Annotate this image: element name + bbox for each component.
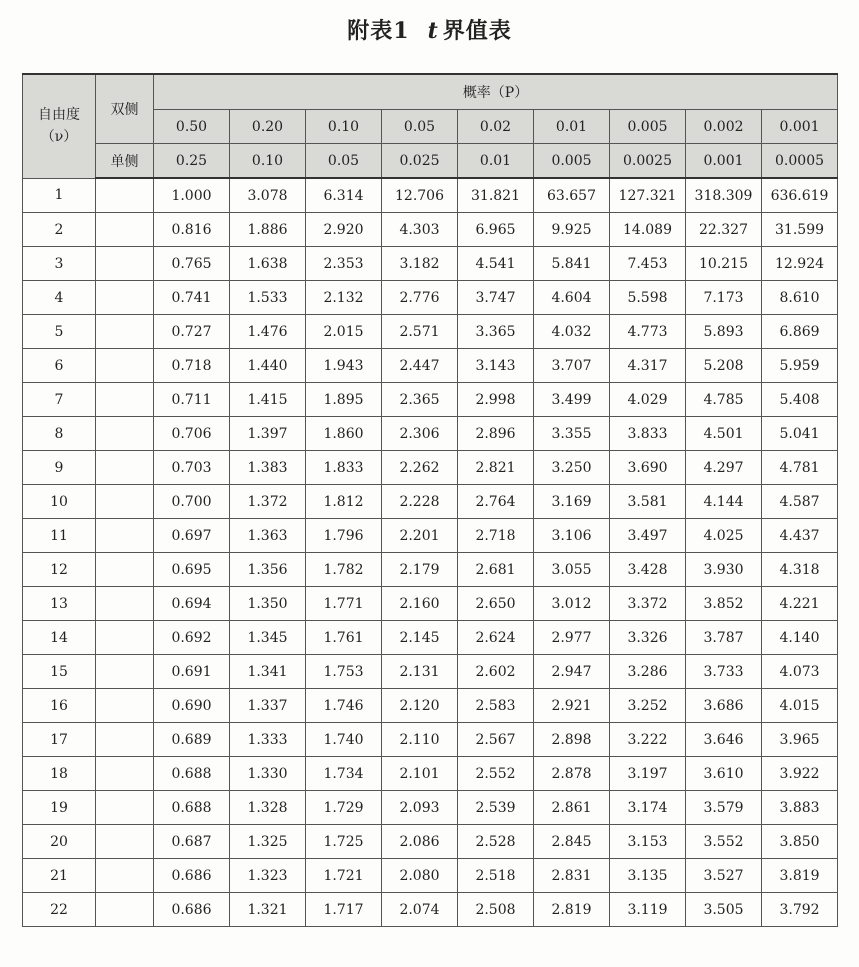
table-row xyxy=(23,451,838,485)
blank-cell xyxy=(96,383,154,417)
critical-value-cell: 3.747 xyxy=(458,281,534,315)
two-sided-p-cell: 0.20 xyxy=(230,110,306,144)
critical-value-cell: 3.326 xyxy=(610,621,686,655)
critical-value-cell: 0.691 xyxy=(154,655,230,689)
critical-value-cell: 4.144 xyxy=(686,485,762,519)
blank-cell xyxy=(96,315,154,349)
table-row xyxy=(23,349,838,383)
critical-value-cell: 4.541 xyxy=(458,247,534,281)
critical-value-cell: 3.965 xyxy=(762,723,838,757)
critical-value-cell: 2.819 xyxy=(534,893,610,927)
table-row xyxy=(23,178,838,213)
blank-cell xyxy=(96,859,154,893)
critical-value-cell: 1.415 xyxy=(230,383,306,417)
critical-value-cell: 2.447 xyxy=(382,349,458,383)
critical-value-cell: 2.160 xyxy=(382,587,458,621)
critical-value-cell: 1.397 xyxy=(230,417,306,451)
critical-value-cell: 1.476 xyxy=(230,315,306,349)
two-sided-p-cell: 0.002 xyxy=(686,110,762,144)
critical-value-cell: 4.604 xyxy=(534,281,610,315)
critical-value-cell: 3.135 xyxy=(610,859,686,893)
df-cell: 15 xyxy=(23,655,96,689)
critical-value-cell: 0.741 xyxy=(154,281,230,315)
critical-value-cell: 3.119 xyxy=(610,893,686,927)
critical-value-cell: 3.497 xyxy=(610,519,686,553)
critical-value-cell: 3.787 xyxy=(686,621,762,655)
critical-value-cell: 1.363 xyxy=(230,519,306,553)
critical-value-cell: 3.922 xyxy=(762,757,838,791)
one-sided-p-cell: 0.005 xyxy=(534,144,610,179)
table-row xyxy=(23,213,838,247)
t-critical-value-table xyxy=(22,73,838,927)
critical-value-cell: 1.345 xyxy=(230,621,306,655)
probability-label: 概率（P） xyxy=(154,74,838,110)
one-sided-p-cell: 0.0005 xyxy=(762,144,838,179)
critical-value-cell: 2.131 xyxy=(382,655,458,689)
critical-value-cell: 5.041 xyxy=(762,417,838,451)
critical-value-cell: 2.132 xyxy=(306,281,382,315)
critical-value-cell: 3.355 xyxy=(534,417,610,451)
critical-value-cell: 1.943 xyxy=(306,349,382,383)
one-sided-p-cell: 0.25 xyxy=(154,144,230,179)
critical-value-cell: 0.686 xyxy=(154,859,230,893)
critical-value-cell: 1.321 xyxy=(230,893,306,927)
blank-cell xyxy=(96,178,154,213)
critical-value-cell: 1.886 xyxy=(230,213,306,247)
one-sided-p-cell: 0.10 xyxy=(230,144,306,179)
critical-value-cell: 3.372 xyxy=(610,587,686,621)
critical-value-cell: 1.746 xyxy=(306,689,382,723)
critical-value-cell: 2.201 xyxy=(382,519,458,553)
critical-value-cell: 3.153 xyxy=(610,825,686,859)
title-t-symbol: t xyxy=(427,18,439,44)
critical-value-cell: 2.898 xyxy=(534,723,610,757)
critical-value-cell: 2.539 xyxy=(458,791,534,825)
critical-value-cell: 2.977 xyxy=(534,621,610,655)
critical-value-cell: 0.686 xyxy=(154,893,230,927)
critical-value-cell: 1.440 xyxy=(230,349,306,383)
critical-value-cell: 2.101 xyxy=(382,757,458,791)
blank-cell xyxy=(96,349,154,383)
critical-value-cell: 1.860 xyxy=(306,417,382,451)
critical-value-cell: 3.078 xyxy=(230,178,306,213)
critical-value-cell: 3.579 xyxy=(686,791,762,825)
critical-value-cell: 0.706 xyxy=(154,417,230,451)
df-symbol: （ν） xyxy=(40,129,78,146)
critical-value-cell: 2.015 xyxy=(306,315,382,349)
one-sided-p-cell: 0.01 xyxy=(458,144,534,179)
blank-cell xyxy=(96,723,154,757)
critical-value-cell: 3.055 xyxy=(534,553,610,587)
critical-value-cell: 3.733 xyxy=(686,655,762,689)
two-sided-p-cell: 0.001 xyxy=(762,110,838,144)
critical-value-cell: 4.587 xyxy=(762,485,838,519)
df-cell: 11 xyxy=(23,519,96,553)
critical-value-cell: 2.821 xyxy=(458,451,534,485)
table-row xyxy=(23,281,838,315)
blank-cell xyxy=(96,791,154,825)
df-cell: 16 xyxy=(23,689,96,723)
critical-value-cell: 3.930 xyxy=(686,553,762,587)
critical-value-cell: 2.074 xyxy=(382,893,458,927)
critical-value-cell: 1.383 xyxy=(230,451,306,485)
critical-value-cell: 2.552 xyxy=(458,757,534,791)
critical-value-cell: 3.883 xyxy=(762,791,838,825)
critical-value-cell: 1.761 xyxy=(306,621,382,655)
blank-cell xyxy=(96,621,154,655)
critical-value-cell: 1.717 xyxy=(306,893,382,927)
critical-value-cell: 2.583 xyxy=(458,689,534,723)
critical-value-cell: 12.706 xyxy=(382,178,458,213)
critical-value-cell: 3.690 xyxy=(610,451,686,485)
two-sided-p-cell: 0.05 xyxy=(382,110,458,144)
critical-value-cell: 0.690 xyxy=(154,689,230,723)
critical-value-cell: 2.567 xyxy=(458,723,534,757)
critical-value-cell: 2.624 xyxy=(458,621,534,655)
critical-value-cell: 4.029 xyxy=(610,383,686,417)
critical-value-cell: 318.309 xyxy=(686,178,762,213)
critical-value-cell: 3.197 xyxy=(610,757,686,791)
df-cell: 6 xyxy=(23,349,96,383)
critical-value-cell: 0.727 xyxy=(154,315,230,349)
critical-value-cell: 6.869 xyxy=(762,315,838,349)
df-cell: 3 xyxy=(23,247,96,281)
table-row xyxy=(23,893,838,927)
critical-value-cell: 4.303 xyxy=(382,213,458,247)
critical-value-cell: 2.571 xyxy=(382,315,458,349)
critical-value-cell: 1.325 xyxy=(230,825,306,859)
critical-value-cell: 1.740 xyxy=(306,723,382,757)
df-cell: 17 xyxy=(23,723,96,757)
critical-value-cell: 1.833 xyxy=(306,451,382,485)
table-row xyxy=(23,791,838,825)
critical-value-cell: 0.688 xyxy=(154,791,230,825)
critical-value-cell: 1.372 xyxy=(230,485,306,519)
df-cell: 19 xyxy=(23,791,96,825)
critical-value-cell: 3.819 xyxy=(762,859,838,893)
critical-value-cell: 3.169 xyxy=(534,485,610,519)
critical-value-cell: 2.764 xyxy=(458,485,534,519)
table-row xyxy=(23,825,838,859)
critical-value-cell: 8.610 xyxy=(762,281,838,315)
table-row xyxy=(23,757,838,791)
critical-value-cell: 2.365 xyxy=(382,383,458,417)
blank-cell xyxy=(96,757,154,791)
table-row xyxy=(23,655,838,689)
critical-value-cell: 636.619 xyxy=(762,178,838,213)
table-row xyxy=(23,689,838,723)
critical-value-cell: 0.688 xyxy=(154,757,230,791)
critical-value-cell: 3.833 xyxy=(610,417,686,451)
blank-cell xyxy=(96,689,154,723)
critical-value-cell: 1.771 xyxy=(306,587,382,621)
table-row xyxy=(23,247,838,281)
critical-value-cell: 0.703 xyxy=(154,451,230,485)
critical-value-cell: 4.773 xyxy=(610,315,686,349)
critical-value-cell: 3.428 xyxy=(610,553,686,587)
two-sided-p-cell: 0.02 xyxy=(458,110,534,144)
critical-value-cell: 1.638 xyxy=(230,247,306,281)
critical-value-cell: 2.718 xyxy=(458,519,534,553)
critical-value-cell: 0.718 xyxy=(154,349,230,383)
critical-value-cell: 3.707 xyxy=(534,349,610,383)
critical-value-cell: 2.086 xyxy=(382,825,458,859)
critical-value-cell: 4.318 xyxy=(762,553,838,587)
df-cell: 21 xyxy=(23,859,96,893)
critical-value-cell: 2.080 xyxy=(382,859,458,893)
critical-value-cell: 0.694 xyxy=(154,587,230,621)
critical-value-cell: 1.895 xyxy=(306,383,382,417)
critical-value-cell: 2.528 xyxy=(458,825,534,859)
critical-value-cell: 2.845 xyxy=(534,825,610,859)
critical-value-cell: 1.729 xyxy=(306,791,382,825)
critical-value-cell: 12.924 xyxy=(762,247,838,281)
critical-value-cell: 1.328 xyxy=(230,791,306,825)
critical-value-cell: 3.106 xyxy=(534,519,610,553)
critical-value-cell: 1.734 xyxy=(306,757,382,791)
critical-value-cell: 1.721 xyxy=(306,859,382,893)
one-sided-label: 单侧 xyxy=(96,144,154,179)
critical-value-cell: 9.925 xyxy=(534,213,610,247)
critical-value-cell: 5.959 xyxy=(762,349,838,383)
critical-value-cell: 3.552 xyxy=(686,825,762,859)
table-row xyxy=(23,621,838,655)
two-sided-label: 双侧 xyxy=(96,74,154,144)
critical-value-cell: 7.453 xyxy=(610,247,686,281)
critical-value-cell: 2.896 xyxy=(458,417,534,451)
critical-value-cell: 0.816 xyxy=(154,213,230,247)
critical-value-cell: 0.687 xyxy=(154,825,230,859)
df-cell: 22 xyxy=(23,893,96,927)
table-row xyxy=(23,315,838,349)
critical-value-cell: 4.221 xyxy=(762,587,838,621)
critical-value-cell: 2.110 xyxy=(382,723,458,757)
header-row-one-sided xyxy=(23,144,838,179)
critical-value-cell: 3.505 xyxy=(686,893,762,927)
title-prefix: 附表1 xyxy=(347,18,410,44)
critical-value-cell: 2.921 xyxy=(534,689,610,723)
critical-value-cell: 2.650 xyxy=(458,587,534,621)
critical-value-cell: 3.252 xyxy=(610,689,686,723)
blank-cell xyxy=(96,281,154,315)
one-sided-p-cell: 0.05 xyxy=(306,144,382,179)
blank-cell xyxy=(96,417,154,451)
blank-cell xyxy=(96,825,154,859)
critical-value-cell: 31.599 xyxy=(762,213,838,247)
critical-value-cell: 2.947 xyxy=(534,655,610,689)
critical-value-cell: 4.015 xyxy=(762,689,838,723)
critical-value-cell: 14.089 xyxy=(610,213,686,247)
critical-value-cell: 2.831 xyxy=(534,859,610,893)
critical-value-cell: 4.781 xyxy=(762,451,838,485)
critical-value-cell: 1.753 xyxy=(306,655,382,689)
critical-value-cell: 4.032 xyxy=(534,315,610,349)
blank-cell xyxy=(96,485,154,519)
critical-value-cell: 3.686 xyxy=(686,689,762,723)
one-sided-p-cell: 0.025 xyxy=(382,144,458,179)
table-row xyxy=(23,723,838,757)
blank-cell xyxy=(96,247,154,281)
critical-value-cell: 4.501 xyxy=(686,417,762,451)
table-row xyxy=(23,553,838,587)
blank-cell xyxy=(96,213,154,247)
critical-value-cell: 3.499 xyxy=(534,383,610,417)
critical-value-cell: 2.861 xyxy=(534,791,610,825)
df-cell: 10 xyxy=(23,485,96,519)
table-row xyxy=(23,383,838,417)
two-sided-p-cell: 0.50 xyxy=(154,110,230,144)
df-cell: 4 xyxy=(23,281,96,315)
critical-value-cell: 1.323 xyxy=(230,859,306,893)
df-cell: 2 xyxy=(23,213,96,247)
critical-value-cell: 1.796 xyxy=(306,519,382,553)
critical-value-cell: 2.228 xyxy=(382,485,458,519)
critical-value-cell: 2.145 xyxy=(382,621,458,655)
critical-value-cell: 1.333 xyxy=(230,723,306,757)
critical-value-cell: 4.073 xyxy=(762,655,838,689)
critical-value-cell: 7.173 xyxy=(686,281,762,315)
critical-value-cell: 3.143 xyxy=(458,349,534,383)
two-sided-p-cell: 0.01 xyxy=(534,110,610,144)
critical-value-cell: 4.025 xyxy=(686,519,762,553)
df-cell: 12 xyxy=(23,553,96,587)
critical-value-cell: 0.695 xyxy=(154,553,230,587)
critical-value-cell: 2.508 xyxy=(458,893,534,927)
critical-value-cell: 3.610 xyxy=(686,757,762,791)
df-cell: 7 xyxy=(23,383,96,417)
critical-value-cell: 3.581 xyxy=(610,485,686,519)
critical-value-cell: 3.286 xyxy=(610,655,686,689)
one-sided-p-cell: 0.001 xyxy=(686,144,762,179)
critical-value-cell: 0.711 xyxy=(154,383,230,417)
critical-value-cell: 2.120 xyxy=(382,689,458,723)
critical-value-cell: 1.330 xyxy=(230,757,306,791)
critical-value-cell: 2.681 xyxy=(458,553,534,587)
critical-value-cell: 1.341 xyxy=(230,655,306,689)
critical-value-cell: 0.765 xyxy=(154,247,230,281)
critical-value-cell: 3.250 xyxy=(534,451,610,485)
critical-value-cell: 3.174 xyxy=(610,791,686,825)
df-label: 自由度 xyxy=(38,107,80,124)
critical-value-cell: 0.700 xyxy=(154,485,230,519)
blank-cell xyxy=(96,587,154,621)
critical-value-cell: 2.920 xyxy=(306,213,382,247)
critical-value-cell: 1.812 xyxy=(306,485,382,519)
critical-value-cell: 5.208 xyxy=(686,349,762,383)
critical-value-cell: 1.337 xyxy=(230,689,306,723)
two-sided-p-cell: 0.005 xyxy=(610,110,686,144)
critical-value-cell: 31.821 xyxy=(458,178,534,213)
critical-value-cell: 0.689 xyxy=(154,723,230,757)
critical-value-cell: 4.785 xyxy=(686,383,762,417)
critical-value-cell: 3.852 xyxy=(686,587,762,621)
critical-value-cell: 5.893 xyxy=(686,315,762,349)
df-cell: 8 xyxy=(23,417,96,451)
critical-value-cell: 6.314 xyxy=(306,178,382,213)
df-cell: 1 xyxy=(23,178,96,213)
critical-value-cell: 3.012 xyxy=(534,587,610,621)
critical-value-cell: 3.792 xyxy=(762,893,838,927)
title-suffix: 界值表 xyxy=(442,18,512,44)
header-row-probability xyxy=(23,74,838,110)
critical-value-cell: 2.353 xyxy=(306,247,382,281)
critical-value-cell: 3.182 xyxy=(382,247,458,281)
critical-value-cell: 3.222 xyxy=(610,723,686,757)
df-cell: 13 xyxy=(23,587,96,621)
critical-value-cell: 2.093 xyxy=(382,791,458,825)
critical-value-cell: 3.850 xyxy=(762,825,838,859)
critical-value-cell: 2.998 xyxy=(458,383,534,417)
critical-value-cell: 1.782 xyxy=(306,553,382,587)
df-cell: 9 xyxy=(23,451,96,485)
critical-value-cell: 4.297 xyxy=(686,451,762,485)
critical-value-cell: 0.697 xyxy=(154,519,230,553)
blank-cell xyxy=(96,553,154,587)
critical-value-cell: 6.965 xyxy=(458,213,534,247)
critical-value-cell: 0.692 xyxy=(154,621,230,655)
critical-value-cell: 2.306 xyxy=(382,417,458,451)
critical-value-cell: 5.598 xyxy=(610,281,686,315)
critical-value-cell: 3.365 xyxy=(458,315,534,349)
critical-value-cell: 1.533 xyxy=(230,281,306,315)
critical-value-cell: 1.000 xyxy=(154,178,230,213)
critical-value-cell: 2.878 xyxy=(534,757,610,791)
critical-value-cell: 4.317 xyxy=(610,349,686,383)
critical-value-cell: 1.350 xyxy=(230,587,306,621)
page-title xyxy=(0,14,859,45)
two-sided-p-cell: 0.10 xyxy=(306,110,382,144)
critical-value-cell: 127.321 xyxy=(610,178,686,213)
one-sided-p-cell: 0.0025 xyxy=(610,144,686,179)
critical-value-cell: 3.646 xyxy=(686,723,762,757)
df-cell: 18 xyxy=(23,757,96,791)
critical-value-cell: 1.725 xyxy=(306,825,382,859)
table-row xyxy=(23,485,838,519)
critical-value-cell: 22.327 xyxy=(686,213,762,247)
df-header-cell xyxy=(23,74,96,178)
critical-value-cell: 4.140 xyxy=(762,621,838,655)
critical-value-cell: 2.776 xyxy=(382,281,458,315)
table-row xyxy=(23,587,838,621)
table-row xyxy=(23,519,838,553)
critical-value-cell: 2.518 xyxy=(458,859,534,893)
df-cell: 14 xyxy=(23,621,96,655)
df-cell: 5 xyxy=(23,315,96,349)
critical-value-cell: 5.408 xyxy=(762,383,838,417)
critical-value-cell: 2.262 xyxy=(382,451,458,485)
critical-value-cell: 3.527 xyxy=(686,859,762,893)
critical-value-cell: 2.602 xyxy=(458,655,534,689)
blank-cell xyxy=(96,519,154,553)
critical-value-cell: 63.657 xyxy=(534,178,610,213)
table-row xyxy=(23,859,838,893)
critical-value-cell: 1.356 xyxy=(230,553,306,587)
critical-value-cell: 4.437 xyxy=(762,519,838,553)
df-cell: 20 xyxy=(23,825,96,859)
table-row xyxy=(23,417,838,451)
blank-cell xyxy=(96,451,154,485)
blank-cell xyxy=(96,655,154,689)
critical-value-cell: 5.841 xyxy=(534,247,610,281)
blank-cell xyxy=(96,893,154,927)
critical-value-cell: 2.179 xyxy=(382,553,458,587)
critical-value-cell: 10.215 xyxy=(686,247,762,281)
